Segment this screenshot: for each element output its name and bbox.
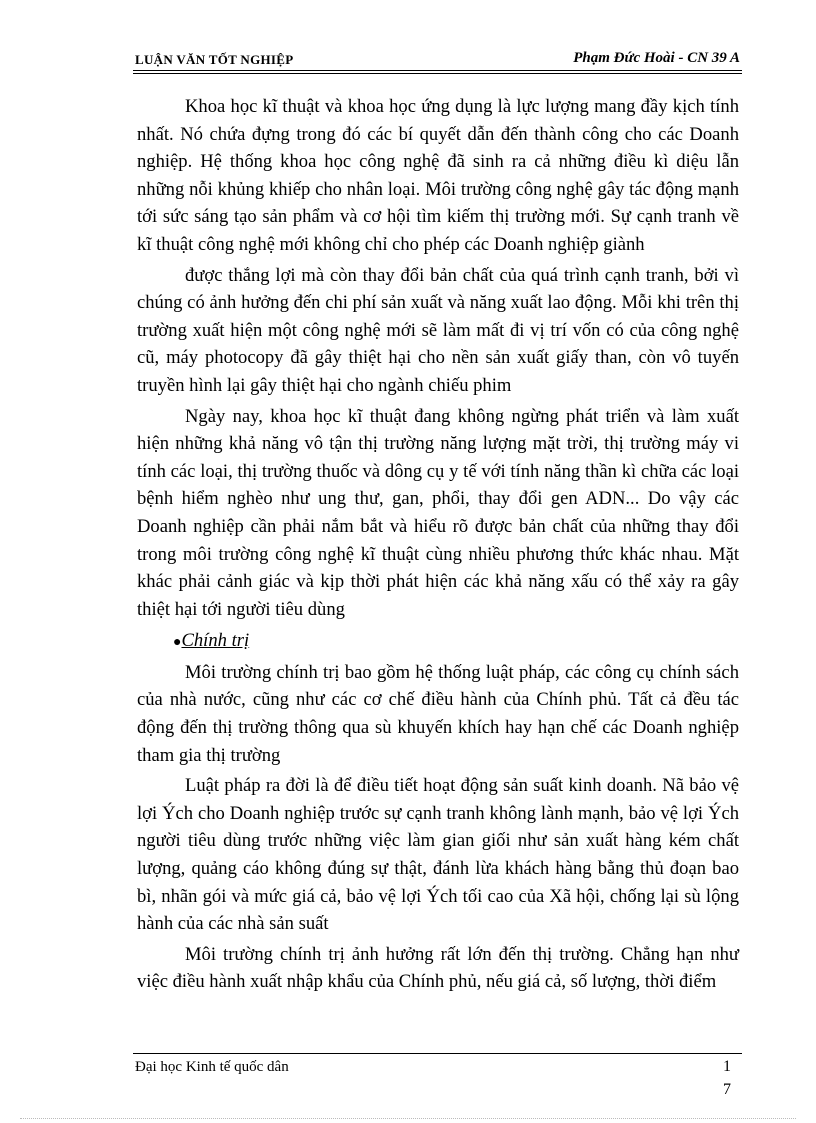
header-author: Phạm Đức Hoài - CN 39 A — [573, 50, 740, 66]
document-body — [137, 93, 739, 996]
header-divider — [133, 70, 742, 74]
page-number — [720, 1055, 734, 1101]
paragraph-politics-2: Luật pháp ra đời là để điều tiết hoạt động sản suất kinh doanh. Nã bảo vệ lợi Ých cho Doanh nghiệp trước sự cạnh tranh không lành mạnh, bảo vệ lợi Ých người tiêu dùng trước những việc làm gian giối như sản xuất hàng kém chất lượng, quảng cáo không đúng sự thật, đánh lừa khách hàng bằng thủ đoạn bao bì, nhãn gói và mức giá cả, bảo vệ lợi Ých tối cao của Xã hội, chống lại sù lộng hành của các nhà sản suất — [137, 775, 739, 935]
page-number-line2: 7 — [723, 1081, 731, 1098]
page-number-line1: 1 — [723, 1058, 731, 1075]
paragraph-technology-3: Ngày nay, khoa học kĩ thuật đang không ngừng phát triển và làm xuất hiện những khả năng vô tận thị trường năng lượng mặt trời, thị trường máy vi tính các loại, thị trường thuốc và dông cụ y tế với tính năng thần kì chữa các loại bệnh hiểm nghèo như ung thư, gan, phổi, thay đổi gen ADN... Do vậy các Doanh nghiệp cần phải nắm bắt và hiểu rõ được bản chất của những thay đổi trong môi trường công nghệ kĩ thuật cùng nhiều phương thức khác nhau. Mặt khác phải cảnh giác và kịp thời phát hiện các khả năng xấu có thể xảy ra gây thiệt hại tới người tiêu dùng — [137, 405, 739, 620]
paragraph-politics-1: Môi trường chính trị bao gồm hệ thống luật pháp, các công cụ chính sách của nhà nước, cũng như các cơ chế điều hành của Chính phủ. Tất cả đều tác động đến thị trường thông qua sù khuyến khích hay hạn chế các Doanh nghiệp tham gia thị trường — [137, 661, 739, 766]
section-title: Chính trị — [181, 630, 250, 652]
bullet-icon: ● — [173, 635, 182, 651]
paragraph-politics-3: Môi trường chính trị ảnh hưởng rất lớn đến thị trường. Chẳng hạn như việc điều hành xuất nhập khẩu của Chính phủ, nếu giá cả, số lượng, thời điểm — [137, 943, 739, 993]
paragraph-technology-1: Khoa học kĩ thuật và khoa học ứng dụng là lực lượng mang đầy kịch tính nhất. Nó chứa đựng trong đó các bí quyết dẫn đến thành công cho các Doanh nghiệp. Hệ thống khoa học công nghệ đã sinh ra cả những điều kì diệu lẫn những nỗi khủng khiếp cho nhân loại. Môi trường công nghệ gây tác động mạnh tới sức sáng tạo sản phẩm và cơ hội tìm kiếm thị trường mới. Sự cạnh tranh về kĩ thuật công nghệ mới không chỉ cho phép các Doanh nghiệp giành — [137, 96, 739, 255]
paragraph-technology-2: được thắng lợi mà còn thay đổi bản chất của quá trình cạnh tranh, bởi vì chúng có ảnh hưởng đến chi phí sản xuất và năng xuất lao động. Mỗi khi trên thị trường xuất hiện một công nghệ mới sẽ làm mất đi vị trí vốn có của công nghệ cũ, máy photocopy đã gây thiệt hại cho nền sản xuất giấy than, còn vô tuyến truyền hình lại gây thiệt hại cho ngành chiếu phim — [137, 264, 739, 396]
footer-institution: Đại học Kinh tế quốc dân — [135, 1059, 289, 1075]
header-title: LUẬN VĂN TỐT NGHIỆP — [135, 52, 294, 67]
page-edge-divider — [20, 1118, 796, 1119]
footer-divider — [133, 1053, 742, 1054]
section-heading — [137, 627, 739, 657]
